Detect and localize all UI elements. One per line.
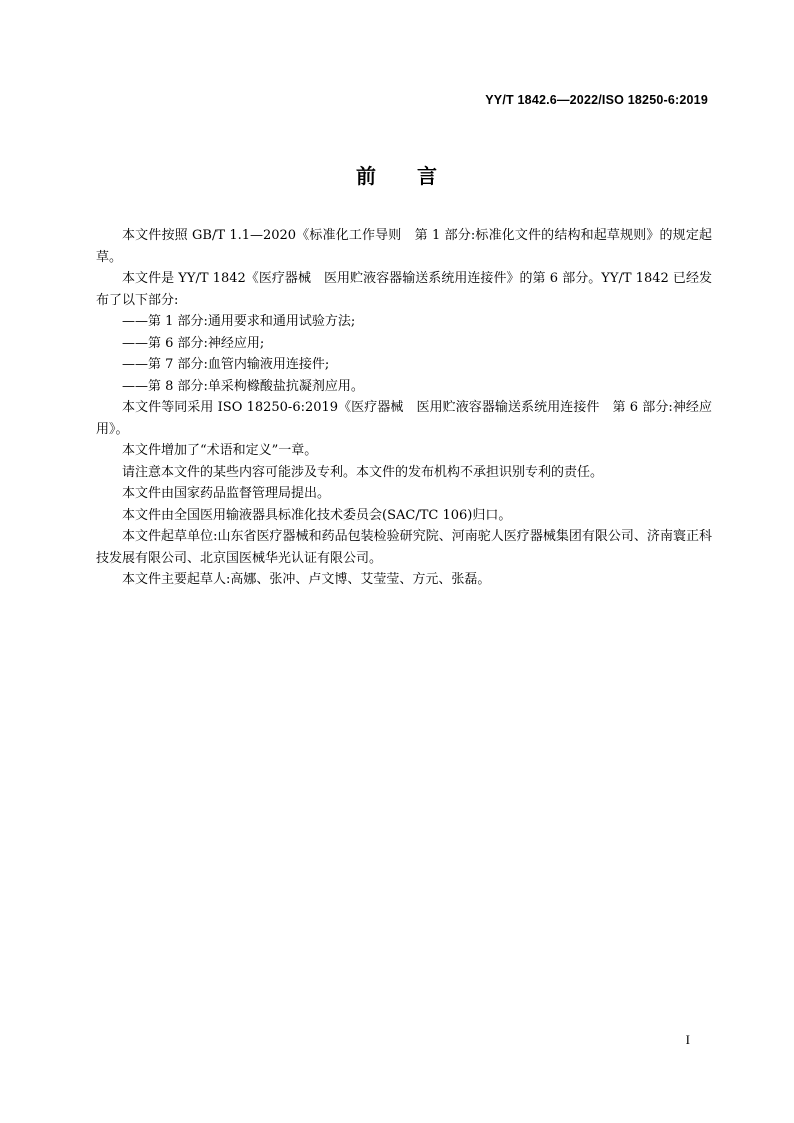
foreword-body <box>96 225 712 591</box>
paragraph-proposer: 本文件由国家药品监督管理局提出。 <box>122 486 331 501</box>
standard-code-header: YY/T 1842.6—2022/ISO 18250-6:2019 <box>485 93 708 107</box>
paragraph-adoption: 本文件等同采用 ISO 18250-6:2019《医疗器械 医用贮液容器输送系统用连接件 第 6 部分:神经应用》。 <box>96 400 712 437</box>
list-item-part-8: ——第 8 部分:单采枸橼酸盐抗凝剂应用。 <box>122 378 364 394</box>
paragraph-patent-notice: 请注意本文件的某些内容可能涉及专利。本文件的发布机构不承担识别专利的责任。 <box>122 464 604 480</box>
list-item-part-6: ——第 6 部分:神经应用; <box>122 335 265 351</box>
paragraph-drafting-rules: 本文件按照 GB/T 1.1—2020《标准化工作导则 第 1 部分:标准化文件的结构和起草规则》的规定起草。 <box>96 228 712 265</box>
page-number: I <box>685 1032 690 1047</box>
title-char-1: 前 <box>356 164 377 188</box>
list-item-part-1: ——第 1 部分:通用要求和通用试验方法; <box>122 314 356 329</box>
paragraph-series-intro: 本文件是 YY/T 1842《医疗器械 医用贮液容器输送系统用连接件》的第 6 部分。YY/T 1842 已经发布了以下部分: <box>96 271 712 308</box>
paragraph-drafting-units: 本文件起草单位:山东省医疗器械和药品包装检验研究院、河南驼人医疗器械集团有限公司、济南寰正科技发展有限公司、北京国医械华光认证有限公司。 <box>96 529 712 566</box>
paragraph-committee: 本文件由全国医用输液器具标准化技术委员会(SAC/TC 106)归口。 <box>122 507 512 523</box>
list-item-part-7: ——第 7 部分:血管内输液用连接件; <box>122 357 330 372</box>
paragraph-added-chapter: 本文件增加了“术语和定义”一章。 <box>122 443 318 458</box>
paragraph-drafters: 本文件主要起草人:高娜、张冲、卢文博、艾莹莹、方元、张磊。 <box>122 572 491 587</box>
title-char-2: 言 <box>417 164 438 188</box>
page-title <box>0 160 794 189</box>
